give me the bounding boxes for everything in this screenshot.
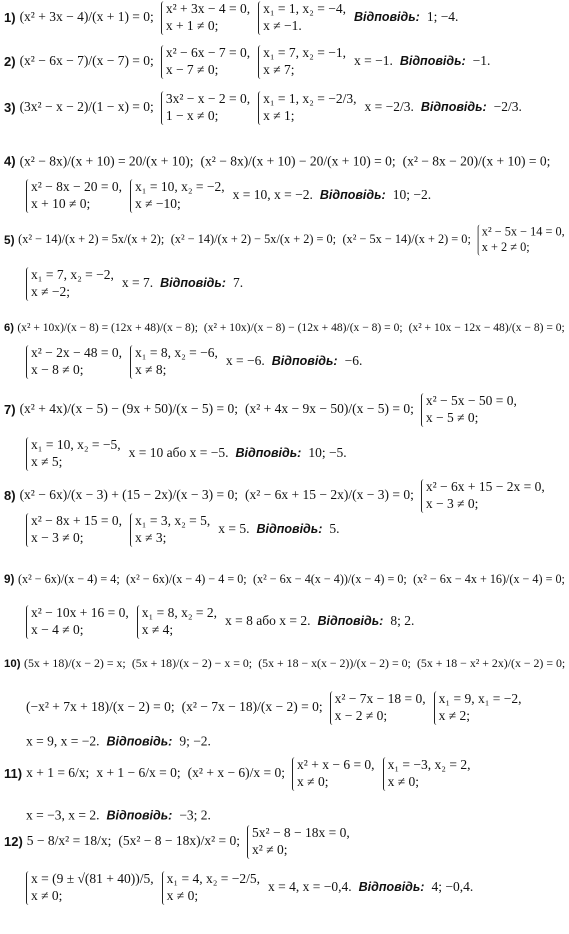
equation: x = −1. (353, 53, 393, 69)
answer-value: −3; 2. (179, 807, 211, 823)
system-equation: 3x² − x − 2 = 0, (165, 91, 251, 107)
equation-system (383, 757, 471, 791)
system-equation: x₁ = −3, x₂ = 2, (387, 757, 471, 773)
equation-system (162, 871, 260, 905)
equation: (5x + 18 − x(x − 2))/(x − 2) = 0; (258, 656, 411, 670)
equation-system (330, 691, 426, 725)
system-equation: x₁ = 3, x₂ = 5, (135, 513, 211, 529)
system-equation: x² − 7x − 18 = 0, (334, 691, 426, 707)
system-equation: x² + 3x − 4 = 0, (165, 1, 251, 17)
solution-line (4, 735, 565, 750)
equation: (x² + x − 6)/x = 0; (187, 765, 286, 781)
system-equation: x + 1 ≠ 0; (165, 18, 219, 33)
equation-system (421, 393, 517, 427)
system-equation: x ≠ 0; (166, 888, 199, 903)
system-equation: x ≠ −2; (31, 284, 71, 299)
system-equation: x² − 8x − 20 = 0, (31, 179, 123, 195)
equation: (x² − 6x)/(x − 4) = 4; (17, 572, 120, 586)
answer-value: 7. (232, 275, 244, 291)
system-equation: x ≠ 8; (135, 362, 167, 377)
system-equation: x₁ = 7, x₂ = −1, (263, 45, 346, 61)
equation: x + 1 − 6/x = 0; (96, 765, 181, 781)
equation: x = 10 або x = −5. (128, 445, 229, 461)
equation: (5x² − 8 − 18x)/x² = 0; (118, 833, 241, 849)
solution-line (4, 572, 565, 587)
system-equation: x ≠ 0; (297, 774, 329, 789)
answer-label: Відповідь: (235, 446, 302, 461)
system-equation: x₁ = 1, x₂ = −4, (263, 1, 346, 17)
solution-line (4, 1, 565, 35)
problem-number: 11) (4, 765, 23, 781)
problem-number: 3) (4, 99, 16, 115)
equation: (x² + 4x − 9x − 50)/(x − 5) = 0; (245, 401, 414, 417)
system-equation: x² − 6x + 15 − 2x = 0, (425, 479, 545, 495)
answer-value: −2/3. (493, 99, 522, 115)
solution-line (4, 320, 565, 335)
system-equation: x ≠ −1. (263, 18, 302, 33)
system-equation: x ≠ 7; (263, 62, 295, 77)
equation-system (26, 437, 121, 471)
answer-value: −1. (472, 53, 491, 69)
equation: (3x² − x − 2)/(1 − x) = 0; (19, 99, 154, 115)
equation: x = −3, x = 2. (26, 807, 100, 823)
equation-system (26, 605, 129, 639)
equation-system (258, 91, 356, 125)
problem-number: 8) (4, 487, 16, 503)
equation: (x² − 8x)/(x + 10) − 20/(x + 10) = 0; (200, 153, 396, 169)
system-equation: x² ≠ 0; (252, 842, 288, 857)
equation-system (161, 1, 250, 35)
equation-system (434, 691, 522, 725)
answer-value: 10; −5. (308, 445, 347, 461)
system-equation: x₁ = 10, x₂ = −2, (135, 179, 225, 195)
equation-system (26, 513, 122, 547)
system-equation: x² + x − 6 = 0, (297, 757, 375, 773)
equation: (x² − 6x − 7)/(x − 7) = 0; (19, 53, 154, 69)
answer-value: 4; −0,4. (431, 879, 474, 895)
answer-value: 5. (329, 521, 340, 537)
system-equation: x − 3 ≠ 0; (425, 496, 479, 511)
problem-number: 6) (4, 321, 14, 334)
answer-value: 1; −4. (426, 9, 459, 25)
system-equation: x² − 2x − 48 = 0, (31, 345, 123, 361)
system-equation: x² − 6x − 7 = 0, (165, 45, 251, 61)
solution-line (4, 871, 565, 905)
system-equation: x₁ = 10, x₂ = −5, (31, 437, 121, 453)
problem-number: 7) (4, 401, 16, 417)
system-equation: x₁ = 9, x₁ = −2, (438, 691, 522, 707)
solution-line (4, 437, 565, 471)
system-equation: x ≠ 1; (263, 108, 295, 123)
equation-system (161, 45, 250, 79)
answer-label: Відповідь: (160, 276, 226, 291)
solution-line (4, 479, 565, 513)
equation-system (26, 871, 154, 905)
system-equation: x ≠ 5; (31, 454, 63, 469)
problem-number: 2) (4, 53, 16, 69)
equation: x = 10, x = −2. (232, 187, 313, 203)
answer-label: Відповідь: (319, 188, 386, 203)
answer-label: Відповідь: (106, 808, 173, 823)
equation-system (130, 345, 218, 379)
system-equation: x² − 8x + 15 = 0, (31, 513, 123, 529)
system-equation: x ≠ −10; (135, 196, 181, 211)
system-equation: x ≠ 3; (135, 530, 167, 545)
answer-value: 10; −2. (392, 187, 432, 203)
equation: (x² − 7x − 18)/(x − 2) = 0; (181, 699, 323, 715)
equation: (x² − 6x)/(x − 3) + (15 − 2x)/(x − 3) = 0; (19, 487, 239, 503)
answer-value: −6. (344, 353, 363, 369)
equation: (x² − 8x − 20)/(x + 10) = 0; (402, 153, 551, 169)
equation-system (26, 179, 122, 213)
system-equation: x² − 5x − 14 = 0, (481, 224, 565, 239)
equation-system (421, 479, 545, 513)
solution-line (4, 513, 565, 547)
system-equation: x − 5 ≠ 0; (425, 410, 479, 425)
system-equation: x₁ = 8, x₂ = −6, (135, 345, 218, 361)
equation: (x² − 8x)/(x + 10) = 20/(x + 10); (19, 153, 194, 169)
equation: 5 − 8/x² = 18/x; (26, 833, 112, 849)
equation-system (130, 513, 210, 547)
equation-system (161, 91, 250, 125)
equation: (−x² + 7x + 18)/(x − 2) = 0; (26, 699, 175, 715)
problem-number: 9) (4, 572, 15, 587)
system-equation: 1 − x ≠ 0; (165, 108, 219, 123)
solution-line (4, 393, 565, 427)
answer-label: Відповідь: (353, 10, 420, 25)
equation: (x² − 5x − 14)/(x + 2) = 0; (342, 232, 471, 246)
solution-line (4, 757, 565, 791)
problem-number: 12) (4, 833, 23, 849)
equation-system (292, 757, 375, 791)
answer-label: Відповідь: (399, 54, 466, 69)
equation: x = −6. (225, 353, 265, 369)
solution-line (4, 605, 565, 639)
problem-number: 4) (4, 153, 16, 169)
system-equation: x − 8 ≠ 0; (31, 362, 84, 377)
system-equation: x² − 10x + 16 = 0, (31, 605, 129, 621)
system-equation: x ≠ 2; (438, 708, 471, 723)
equation: (x² + 10x)/(x − 8) − (12x + 48)/(x − 8) = 0; (203, 320, 403, 334)
system-equation: x ≠ 4; (141, 622, 174, 637)
solution-line (4, 345, 565, 379)
system-equation: x − 7 ≠ 0; (165, 62, 219, 77)
system-equation: x − 3 ≠ 0; (31, 530, 84, 545)
problem-number: 5) (4, 232, 15, 247)
equation: (x² − 6x)/(x − 4) − 4 = 0; (125, 572, 247, 586)
equation-system (26, 345, 122, 379)
solution-line (4, 267, 565, 301)
equation-system (247, 825, 350, 859)
equation: (5x + 18)/(x − 2) − x = 0; (131, 656, 253, 670)
problem-number: 10) (4, 656, 21, 671)
equation-system (477, 225, 564, 256)
system-equation: x₁ = 4, x₂ = −2/5, (166, 871, 261, 887)
equation: (x² − 6x − 4x + 16)/(x − 4) = 0; (413, 572, 565, 586)
equation: x + 1 = 6/x; (26, 765, 90, 781)
system-equation: x ≠ 0; (31, 888, 63, 903)
solution-line (4, 91, 565, 125)
answer-label: Відповідь: (106, 734, 173, 749)
equation: x = 4, x = −0,4. (268, 879, 352, 895)
equation: (x² + 10x)/(x − 8) = (12x + 48)/(x − 8); (17, 320, 198, 334)
equation: x = 9, x = −2. (26, 733, 100, 749)
solution-line (4, 45, 565, 79)
solution-line (4, 224, 565, 256)
equation: x = 8 або x = 2. (225, 613, 311, 629)
answer-label: Відповідь: (317, 614, 384, 629)
equation: (x² + 3x − 4)/(x + 1) = 0; (19, 9, 154, 25)
equation-system (130, 179, 225, 213)
system-equation: x₁ = 8, x₂ = 2, (141, 605, 218, 621)
equation: (x² − 6x + 15 − 2x)/(x − 3) = 0; (245, 487, 414, 503)
solution-line (4, 809, 565, 824)
equation: x = 5. (218, 521, 250, 537)
equation: (5x + 18 − x² + 2x)/(x − 2) = 0; (416, 656, 566, 670)
solution-line (4, 691, 565, 725)
system-equation: x − 2 ≠ 0; (334, 708, 388, 723)
system-equation: 5x² − 8 − 18x = 0, (252, 825, 350, 841)
answer-label: Відповідь: (420, 100, 487, 115)
system-equation: x₁ = 1, x₂ = −2/3, (263, 91, 357, 107)
solution-line (4, 656, 566, 671)
system-equation: x ≠ 0; (387, 774, 419, 789)
equation: (x² − 14)/(x + 2) − 5x/(x + 2) = 0; (170, 232, 337, 246)
system-equation: x + 2 ≠ 0; (481, 240, 530, 254)
system-equation: x² − 5x − 50 = 0, (425, 393, 517, 409)
equation-system (26, 267, 114, 301)
answer-value: 9; −2. (179, 733, 211, 749)
equation-system (137, 605, 217, 639)
system-equation: x = (9 ± √(81 + 40))/5, (31, 871, 154, 887)
system-equation: x − 4 ≠ 0; (31, 622, 84, 637)
answer-label: Відповідь: (256, 522, 323, 537)
equation: x = 7. (121, 275, 154, 291)
solution-line (4, 155, 565, 170)
equation: (x² + 10x − 12x − 48)/(x − 8) = 0; (408, 320, 565, 334)
equation: (x² + 4x)/(x − 5) − (9x + 50)/(x − 5) = 0; (19, 401, 239, 417)
system-equation: x + 10 ≠ 0; (31, 196, 91, 211)
answer-label: Відповідь: (358, 880, 425, 895)
equation: (x² − 6x − 4(x − 4))/(x − 4) = 0; (252, 572, 407, 586)
equation-system (258, 45, 346, 79)
solution-line (4, 825, 565, 859)
problem-number: 1) (4, 9, 16, 25)
solution-line (4, 179, 565, 213)
equation: (x² − 14)/(x + 2) = 5x/(x + 2); (18, 232, 165, 246)
system-equation: x₁ = 7, x₂ = −2, (31, 267, 114, 283)
answer-label: Відповідь: (271, 354, 338, 369)
answer-value: 8; 2. (390, 613, 415, 629)
equation-system (258, 1, 346, 35)
equation: x = −2/3. (364, 99, 414, 115)
equation: (5x + 18)/(x − 2) = x; (24, 656, 126, 670)
